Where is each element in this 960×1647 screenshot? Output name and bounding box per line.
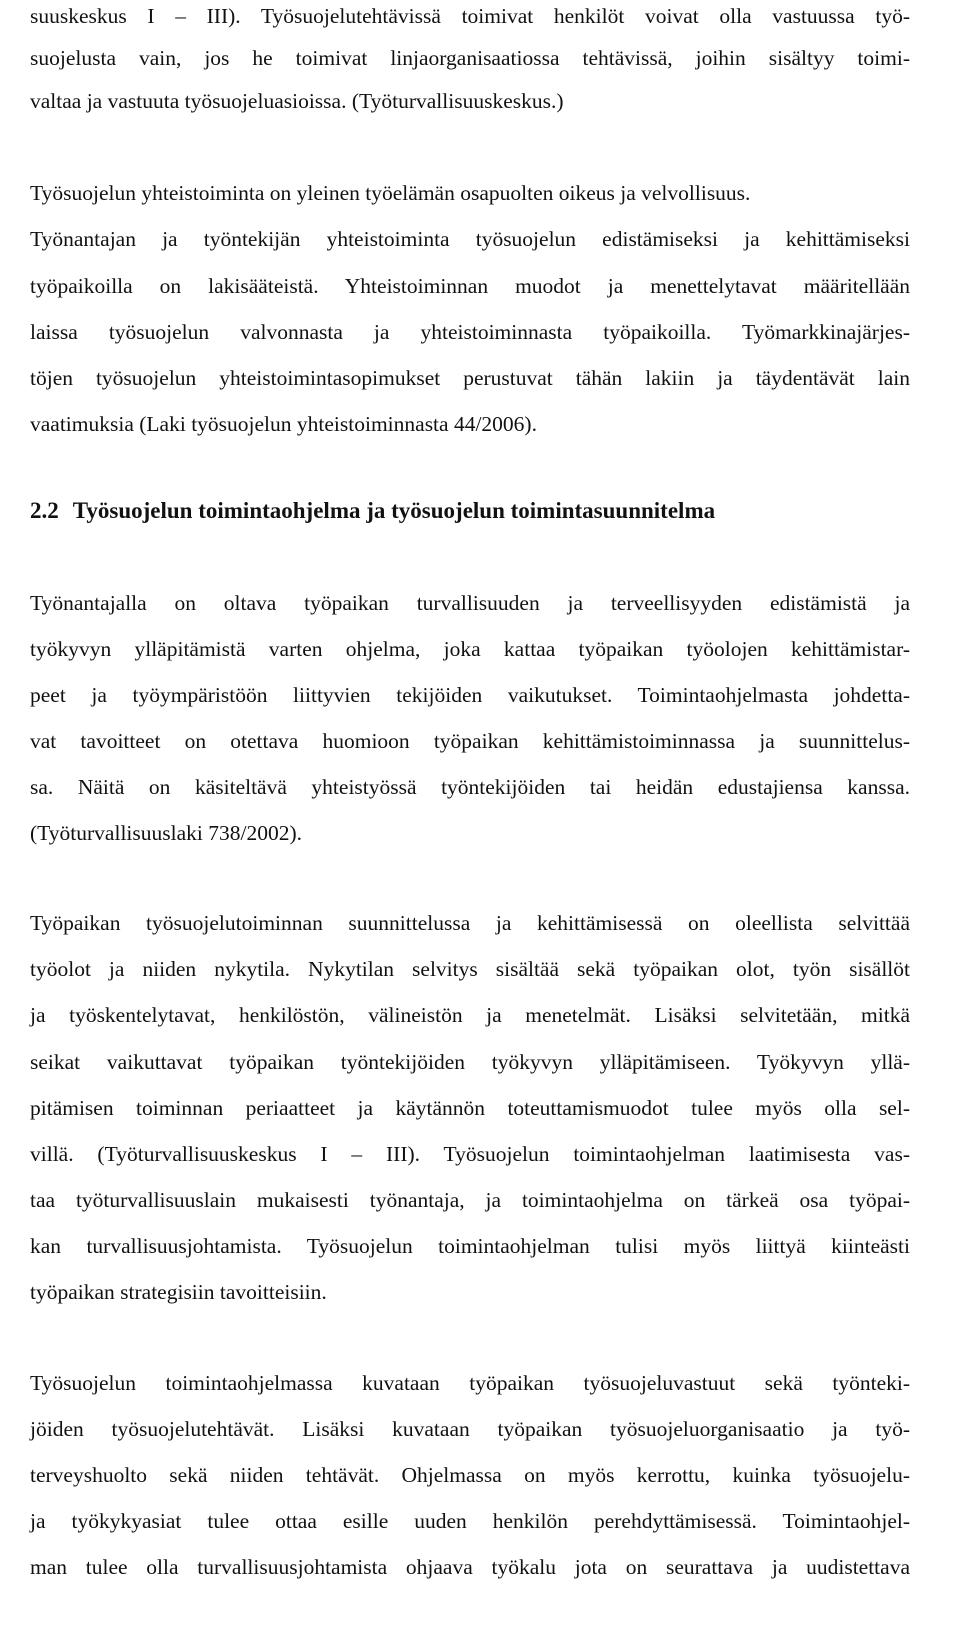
text-line: Työnantajan ja työntekijän yhteistoiminta työsuojelun edistämiseksi ja kehittämiseksi <box>30 227 910 251</box>
section-heading <box>30 498 910 524</box>
text-line: jöiden työsuojelutehtävät. Lisäksi kuvataan työpaikan työsuojeluorganisaatio ja työ- <box>30 1417 910 1441</box>
text-line: (Työturvallisuuslaki 738/2002). <box>30 821 302 845</box>
text-line: seikat vaikuttavat työpaikan työntekijöiden työkyvyn ylläpitämiseen. Työkyvyn yllä- <box>30 1050 910 1074</box>
text-line: kan turvallisuusjohtamista. Työsuojelun toimintaohjelman tulisi myös liittyä kiinteästi <box>30 1234 910 1258</box>
text-line: työkyvyn ylläpitämistä varten ohjelma, joka kattaa työpaikan työolojen kehittämistar- <box>30 637 910 661</box>
text-line: vaatimuksia (Laki työsuojelun yhteistoiminnasta 44/2006). <box>30 412 537 436</box>
text-line: sa. Näitä on käsiteltävä yhteistyössä työntekijöiden tai heidän edustajiensa kanssa. <box>30 775 910 799</box>
text-line: peet ja työympäristöön liittyvien tekijöiden vaikutukset. Toimintaohjelmasta johdetta- <box>30 683 910 707</box>
text-line: ja työskentelytavat, henkilöstön, välineistön ja menetelmät. Lisäksi selvitetään, mitkä <box>30 1003 910 1027</box>
text-line: työpaikan strategisiin tavoitteisiin. <box>30 1280 327 1304</box>
text-line: Työpaikan työsuojelutoiminnan suunnittelussa ja kehittämisessä on oleellista selvittää <box>30 911 910 935</box>
section-number: 2.2 <box>30 498 59 523</box>
text-line: villä. (Työturvallisuuskeskus I – III). Työsuojelun toimintaohjelman laatimisesta vas- <box>30 1142 910 1166</box>
text-line: man tulee olla turvallisuusjohtamista ohjaava työkalu jota on seurattava ja uudistettava <box>30 1555 910 1579</box>
section-title: Työsuojelun toimintaohjelma ja työsuojelun toimintasuunnitelma <box>72 498 716 523</box>
text-line: Työnantajalla on oltava työpaikan turvallisuuden ja terveellisyyden edistämistä ja <box>30 591 910 615</box>
text-line: valtaa ja vastuuta työsuojeluasioissa. (Työturvallisuuskeskus.) <box>30 89 564 113</box>
text-line: Työsuojelun yhteistoiminta on yleinen työelämän osapuolten oikeus ja velvollisuus. <box>30 181 751 205</box>
text-line: suuskeskus I – III). Työsuojelutehtävissä toimivat henkilöt voivat olla vastuussa työ- <box>30 4 910 28</box>
text-line: työpaikoilla on lakisääteistä. Yhteistoiminnan muodot ja menettelytavat määritellään <box>30 274 910 298</box>
text-line: suojelusta vain, jos he toimivat linjaorganisaatiossa tehtävissä, joihin sisältyy toimi- <box>30 46 910 70</box>
text-line: työolot ja niiden nykytila. Nykytilan selvitys sisältää sekä työpaikan olot, työn sisällöt <box>30 957 910 981</box>
text-line: terveyshuolto sekä niiden tehtävät. Ohjelmassa on myös kerrottu, kuinka työsuojelu- <box>30 1463 910 1487</box>
text-line: taa työturvallisuuslain mukaisesti työnantaja, ja toimintaohjelma on tärkeä osa työpai- <box>30 1188 910 1212</box>
text-line: vat tavoitteet on otettava huomioon työpaikan kehittämistoiminnassa ja suunnittelus- <box>30 729 910 753</box>
text-line: töjen työsuojelun yhteistoimintasopimukset perustuvat tähän lakiin ja täydentävät lain <box>30 366 910 390</box>
text-line: laissa työsuojelun valvonnasta ja yhteistoiminnasta työpaikoilla. Työmarkkinajärjes- <box>30 320 910 344</box>
text-line: Työsuojelun toimintaohjelmassa kuvataan työpaikan työsuojeluvastuut sekä työnteki- <box>30 1371 910 1395</box>
text-line: ja työkykyasiat tulee ottaa esille uuden henkilön perehdyttämisessä. Toimintaohjel- <box>30 1509 910 1533</box>
text-line: pitämisen toiminnan periaatteet ja käytännön toteuttamismuodot tulee myös olla sel- <box>30 1096 910 1120</box>
